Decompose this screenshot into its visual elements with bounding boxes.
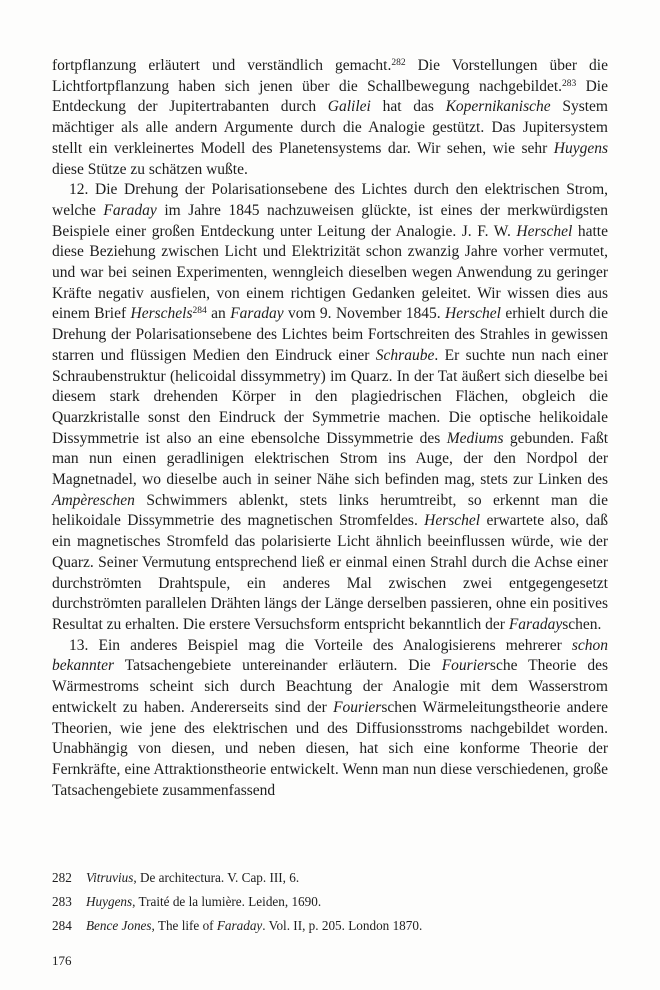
page-number: 176 <box>52 953 72 968</box>
text-segment: Huygens <box>553 139 608 157</box>
text-segment: Galilei <box>327 98 371 116</box>
text-segment: Fourier <box>441 657 490 675</box>
footnote-284 <box>52 917 608 934</box>
footnote-ref: 283 <box>562 78 577 89</box>
text-segment: sche Theorie des Wärmestroms scheint sich durch Beachtung der Analogie mit dem Wasserstrom entwickelt zu haben. Andererseits sind der <box>52 657 609 716</box>
text-segment: erhielt durch die Drehung der Polarisationsebene des Lichtes beim Fortschreiten des Strahles in gewissen starren und flüssigen Medien den Eindruck einer <box>52 305 608 364</box>
text-segment: Herschels <box>130 305 193 323</box>
text-segment: erwartete also, daß ein magnetisches Stromfeld das polarisierte Licht ähnlich beeinflussen würde, wie der Quarz. Seiner Vermutung entsprechend ließ er einmal einen Strahl durch die Achse einer durchströmten Drahtspule, ein anderes Mal zwischen zwei entgegengesetzt durchströmten parallelen Drähten längs der Länge derselben passieren, ohne ein positives Resultat zu erhalten. Die erstere Versuchsform entspricht bekanntlich der <box>52 512 608 633</box>
text-segment: Vitruvius <box>86 870 134 885</box>
text-segment: Herschel <box>516 222 573 240</box>
text-segment: diese Stütze zu schätzen wußte. <box>52 160 248 178</box>
text-segment: System mächtiger als alle andern Argumente durch die Analogie gestützt. Das Jupitersystem stellt ein verkleinertes Modell des Planetensystems dar. Wir sehen, wie sehr <box>52 98 608 157</box>
text-segment: , Traité de la lumière. Leiden, 1690. <box>132 894 322 909</box>
text-segment: . Vol. II, p. 205. London 1870. <box>262 918 423 933</box>
footnote-text <box>86 917 608 934</box>
footnote-ref: 282 <box>391 58 406 68</box>
footnote-ref: 284 <box>192 306 207 317</box>
footnotes <box>52 869 608 941</box>
text-segment: Herschel <box>445 305 501 323</box>
footnote-number: 283 <box>52 894 72 909</box>
text-segment: fortpflanzung erläutert und verständlich gemacht. <box>52 57 392 74</box>
text-segment: Faraday <box>103 201 157 219</box>
paragraph-section-12 <box>52 180 608 635</box>
text-segment: , De architectura. V. Cap. III, 6. <box>133 870 300 885</box>
body-text <box>52 56 608 801</box>
footnote-text <box>86 893 608 910</box>
text-segment: Schraube <box>375 346 435 364</box>
text-segment: schon bekannter <box>52 636 608 675</box>
footnote-number: 284 <box>52 918 72 933</box>
text-segment: hatte diese Beziehung zwischen Licht und Elektrizität schon zwanzig Jahre vorher vermutet, und war bei seinen Experimenten, wenngleich dieselben wegen Anwendung zu geringer Kräfte negativ ausfielen, von einem richtigen Gedanken geleitet. Wir wissen dies aus einem Brief <box>52 222 608 323</box>
text-segment: Die Entdeckung der Jupitertrabanten durch <box>52 77 608 116</box>
text-segment: Faraday <box>216 918 263 933</box>
text-segment: 13. Ein anderes Beispiel mag die Vorteile des Analogisierens mehrerer <box>69 636 572 654</box>
text-segment: Mediums <box>446 429 504 447</box>
text-segment: Die Vorstellungen über die Lichtfortpflanzung haben sich jenen über die Schallbewegung nachgebildet. <box>52 57 608 95</box>
text-segment: Ampèreschen <box>52 491 135 509</box>
text-segment: , The life of <box>151 918 217 933</box>
text-segment: schen. <box>562 615 602 633</box>
paragraph-continuation <box>52 56 608 180</box>
text-segment: Kopernikanische <box>445 98 551 116</box>
text-segment: vom 9. November 1845. <box>283 305 446 323</box>
text-segment: 12. Die Drehung der Polarisationsebene des Lichtes durch den elektrischen Strom, welche <box>52 181 608 219</box>
text-segment: . Er suchte nun nach einer Schraubenstruktur (helicoidal dissymmetry) im Quarz. In der Tat äußert sich dieselbe bei diesem stark drehenden Körper in den plagiedrischen Flächen, obgleich die Quarzkristalle sonst den Eindruck der Symmetrie machen. Die optische helikoidale Dissymmetrie ist also an eine ebensolche Dissymmetrie des <box>52 346 608 447</box>
paragraph-section-13 <box>52 636 608 802</box>
text-segment: Huygens <box>86 894 133 909</box>
text-segment: im Jahre 1845 nachzuweisen glückte, ist eines der merkwürdigsten Beispiele einer großen Entdeckung unter Leitung der Analogie. J. F. W. <box>52 201 608 240</box>
text-segment: an <box>206 305 231 323</box>
text-segment: hat das <box>370 98 446 116</box>
footnote-number: 282 <box>52 870 72 885</box>
text-segment: Faraday <box>508 615 563 633</box>
text-segment: Faraday <box>230 305 284 323</box>
text-segment: gebunden. Faßt man nun einen geradlinigen elektrischen Strom ins Auge, der den Nordpol der Magnetnadel, wo dieselbe auch in seiner Nähe sich befinden mag, stets zur Linken des <box>52 429 609 489</box>
text-segment: Herschel <box>424 512 481 530</box>
text-segment: Schwimmers ablenkt, stets links herumtreibt, so erkennt man die helikoidale Dissymmetrie des magnetischen Stromfeldes. <box>52 491 608 530</box>
footnote-282 <box>52 869 608 886</box>
text-segment: Bence Jones <box>86 918 152 933</box>
text-segment: Tatsachengebiete untereinander erläutern. Die <box>113 657 442 675</box>
text-segment: schen Wärmeleitungstheorie andere Theorien, wie jene des elektrischen und des Diffusionsstroms nachgebildet worden. Unabhängig von diesen, und neben diesen, hat sich eine konforme Theorie der Fernkräfte, eine Attraktionstheorie entwickelt. Wenn man nun diese verschiedenen, große Tatsachengebiete zusammenfassend <box>52 698 608 799</box>
footnote-283 <box>52 893 608 910</box>
text-segment: Fourier <box>333 698 382 716</box>
footnote-text <box>86 869 608 886</box>
